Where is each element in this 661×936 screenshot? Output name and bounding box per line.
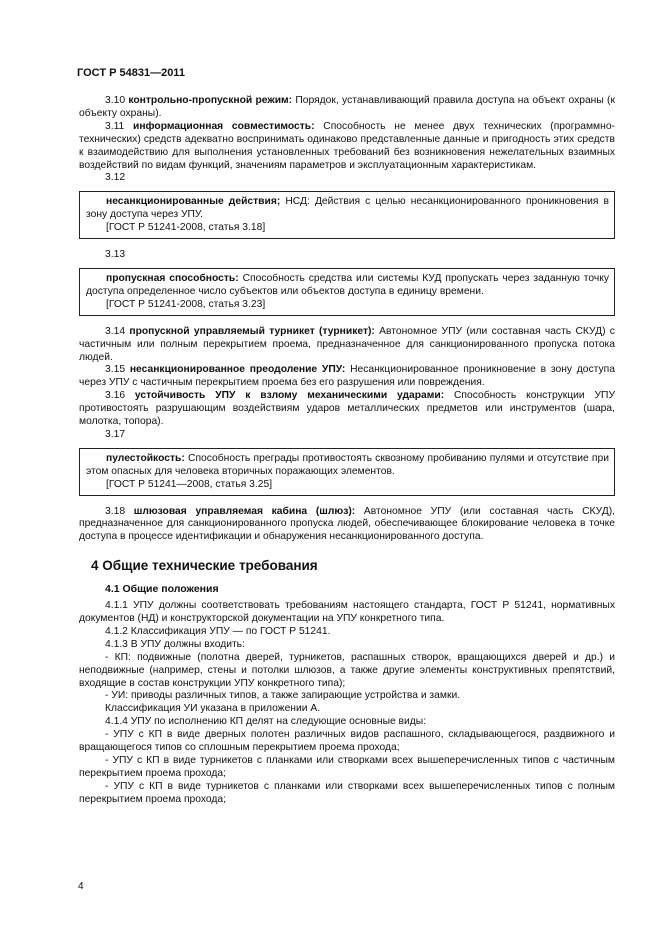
- list-item: - УИ: приводы различных типов, а также запирающие устройства и замки.: [105, 690, 461, 702]
- definition-3-14: [79, 326, 615, 365]
- list-item: - УПУ с КП в виде дверных полотен различных видов распашного, складывающегося, раздвижного и вращающегося типов со сплошным перекрытием проема прохода;: [79, 729, 615, 754]
- source-reference: [ГОСТ Р 51241-2008, статья 3.23]: [106, 298, 266, 310]
- term: контрольно-пропускной режим:: [128, 95, 293, 106]
- definition-text: Автономное УПУ (или составная часть СКУД) с частичным или полным перекрытием проема, предназначенное для санкционированного пропуска потока людей.: [79, 325, 615, 363]
- definition-text: Действия с целью несанкционированного проникновения в зону доступа через УПУ.: [86, 196, 609, 221]
- definition-3-18: [79, 506, 615, 545]
- page-number: 4: [78, 881, 84, 892]
- clause-number: 3.14: [105, 325, 126, 337]
- term: шлюзовая управляемая кабина (шлюз):: [133, 505, 356, 517]
- definition-3-16: [79, 390, 615, 429]
- clause-number: 3.16: [105, 390, 126, 402]
- definition-text: Порядок, устанавливающий правила доступа на объект охраны (к объекту охраны).: [79, 95, 615, 119]
- clause-number: 3.10: [105, 95, 126, 106]
- definition-text: Способность средства или системы КУД пропускать через заданную точку доступа определенное число субъектов или объектов доступа в единицу времени.: [86, 272, 609, 297]
- term-abbreviation: НСД:: [285, 196, 310, 208]
- clause-number-3-17: 3.17: [105, 428, 126, 440]
- clause-number-3-13: 3.13: [105, 249, 126, 261]
- definition-3-11: [79, 121, 615, 173]
- document-header: ГОСТ Р 54831—2011: [77, 67, 185, 79]
- paragraph-4-1-2: 4.1.2 Классификация УПУ — по ГОСТ Р 51241.: [105, 625, 331, 637]
- definition-3-10: [79, 95, 615, 121]
- term: пропускной управляемый турникет (турникет):: [129, 325, 375, 337]
- boxed-definition-3-12: [79, 191, 615, 239]
- paragraph-4-1-3: 4.1.3 В УПУ должны входить:: [105, 638, 245, 650]
- clause-number: 3.11: [105, 120, 125, 132]
- definition-3-15: [79, 364, 615, 390]
- paragraph-4-1-1: 4.1.1 УПУ должны соответствовать требованиям настоящего стандарта, ГОСТ Р 51241, нормативных документов (НД) и конструкторской документации на УПУ конкретного типа.: [79, 600, 615, 624]
- term: устойчивость УПУ к взлому механическими ударами:: [134, 390, 445, 402]
- boxed-definition-3-13: [79, 268, 615, 316]
- definition-text: Способность не менее двух технических (программно-технических) средств адекватно воспринимать одинаково представленные данные и пригодность этих средств к взаимодействию для выполнения установленных требований без возникновения нежелательных взаимных воздействий по видам функций, значениям параметров и эксплуатационным характеристикам.: [79, 120, 615, 171]
- list-item: - УПУ с КП в виде турникетов с планками или створками всех вышеперечисленных типов с частичным перекрытием проема прохода;: [79, 754, 615, 779]
- section-4-1-heading: 4.1 Общие положения: [105, 583, 219, 596]
- document-body: [79, 95, 615, 807]
- clause-number-3-12: 3.12: [105, 172, 126, 184]
- definition-text: Несанкционированное проникновение в зону доступа через УПУ с частичным перекрытием проема без его разрушения или повреждения.: [79, 364, 615, 389]
- clause-number: 3.15: [105, 364, 126, 376]
- list-item: - КП: подвижные (полотна дверей, турникетов, распашных створок, вращающихся дверей и др.) и неподвижные (например, стены и потолки шлюзов, а также другие элементы конструктивных препятствий, входящие в состав конструкции УПУ конкретного типа);: [79, 651, 615, 689]
- source-reference: [ГОСТ Р 51241—2008, статья 3.25]: [106, 478, 273, 490]
- definition-text: Способность преграды противостоять сквозному пробиванию пулями и отсутствие при этом опасных для человека вторичных поражающих элементов.: [86, 452, 609, 477]
- term: несанкционированные действия;: [106, 196, 281, 208]
- term: несанкционированное преодоление УПУ:: [129, 364, 346, 376]
- section-4-heading: 4 Общие технические требования: [91, 558, 318, 574]
- definition-text: Автономное УПУ (или составная часть СКУД), предназначенное для санкционированного пропуска людей, обеспечивающее блокирование человека в точке доступа в процессе идентификации и обнаружения несанкционированного доступа.: [79, 505, 615, 543]
- term: пулестойкость:: [106, 452, 185, 464]
- clause-number: 3.18: [105, 505, 126, 517]
- definition-text: Способность конструкции УПУ противостоять разрушающим воздействиям ударов металлических предметов или инструментов (шара, молотка, топора).: [79, 390, 615, 428]
- term: пропускная способность:: [106, 272, 239, 284]
- term: информационная совместимость:: [132, 120, 315, 132]
- boxed-definition-3-17: [79, 448, 615, 496]
- source-reference: [ГОСТ Р 51241-2008, статья 3.18]: [106, 222, 266, 234]
- paragraph-4-1-4: 4.1.4 УПУ по исполнению КП делят на следующие основные виды:: [105, 716, 427, 728]
- paragraph-classification-note: Классификация УИ указана в приложении А.: [105, 703, 321, 715]
- list-item: - УПУ с КП в виде турникетов с планками или створками всех вышеперечисленных типов с полным перекрытием проема прохода;: [79, 780, 615, 805]
